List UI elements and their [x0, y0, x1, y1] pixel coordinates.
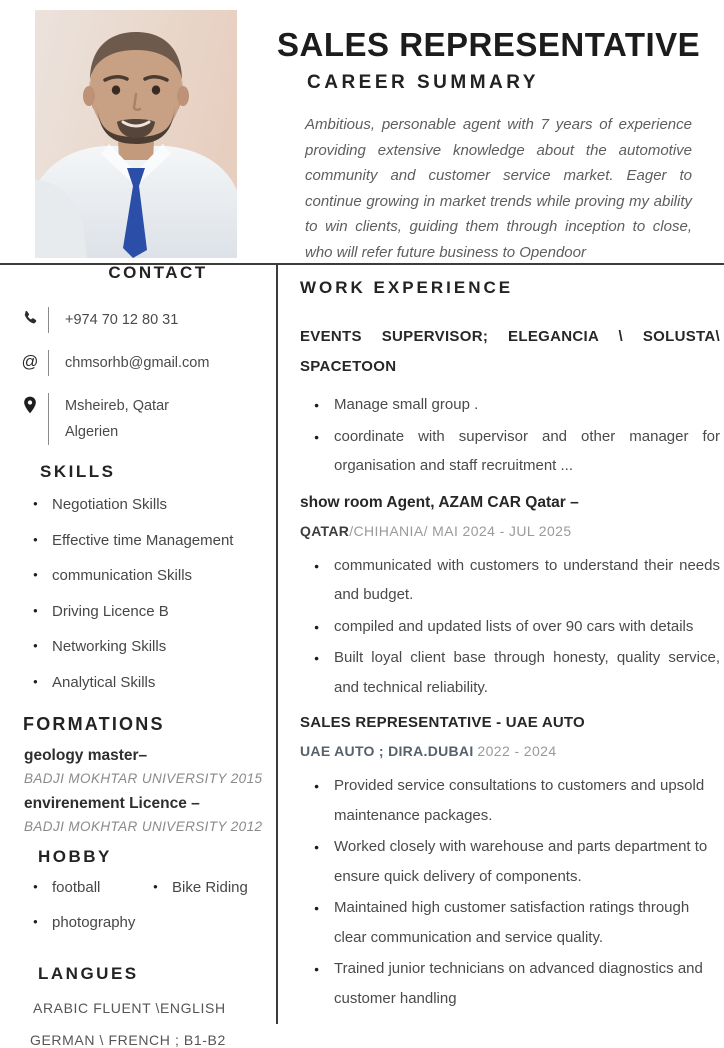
- career-summary-text: Ambitious, personable agent with 7 years of experience providing extensive knowledge about the automotive community and customer service market. Eager to continue growing in market trends while proving my ability to win clients, guiding them through inception to close, who will refer future business to Opendoor: [305, 116, 692, 261]
- formation-degree: envirenement Licence –: [24, 794, 200, 812]
- job-bullets: [300, 390, 720, 481]
- skill-item: ● Driving Licence B: [33, 603, 276, 620]
- hobby-column-2: [148, 879, 248, 950]
- langues-heading: LANGUES: [38, 963, 139, 983]
- formation-degree: geology master–: [24, 746, 148, 764]
- profile-photo: [35, 10, 237, 258]
- job-bullet: ● Worked closely with warehouse and parts department to ensure quick delivery of components.: [314, 832, 716, 891]
- contact-list: [20, 307, 276, 445]
- work-experience-section: [300, 278, 720, 1019]
- left-sidebar: [0, 263, 276, 1048]
- skill-item: ● Analytical Skills: [33, 674, 276, 691]
- contact-item-email: [20, 350, 276, 376]
- location-icon: [20, 394, 40, 416]
- contact-item-phone: [20, 307, 276, 333]
- career-summary-heading: CAREER SUMMARY: [307, 72, 539, 93]
- hobby-item: ● photography: [33, 914, 148, 931]
- hobby-item: ● Bike Riding: [153, 879, 248, 896]
- contact-location-line1: Msheireb, Qatar: [65, 398, 169, 414]
- hobby-column-1: [0, 879, 148, 950]
- job-meta-company: QATAR: [300, 522, 350, 539]
- phone-icon: [20, 308, 40, 330]
- job-bullet: ● Trained junior technicians on advanced diagnostics and customer handling: [314, 954, 716, 1013]
- job-bullet: ● Built loyal client base through honesty, quality service, and technical reliability.: [314, 643, 720, 702]
- job-bullet: ● communicated with customers to understand their needs and budget.: [314, 551, 720, 610]
- page-title: SALES REPRESENTATIVE: [277, 26, 701, 63]
- job-meta: [300, 739, 720, 763]
- skill-item: ● communication Skills: [33, 567, 276, 584]
- job-meta-company: UAE AUTO ; DIRA.DUBAI: [300, 743, 474, 759]
- contact-heading: CONTACT: [108, 263, 208, 282]
- skills-list: [0, 496, 276, 691]
- contact-phone-value: +974 70 12 80 31: [65, 312, 179, 328]
- job-bullets: [300, 551, 720, 703]
- job-meta: [300, 519, 720, 543]
- job-title: show room Agent, AZAM CAR Qatar –: [300, 493, 579, 511]
- hobby-list: [0, 879, 276, 950]
- skill-item: ● Effective time Management: [33, 532, 276, 549]
- portrait-illustration: [35, 10, 237, 258]
- vertical-divider: [276, 263, 278, 1024]
- svg-text:@: @: [21, 352, 39, 371]
- job-bullets: [300, 771, 720, 1013]
- hobby-item: ● football: [33, 879, 148, 896]
- formation-school: BADJI MOKHTAR UNIVERSITY 2012: [24, 818, 263, 834]
- hobby-heading: HOBBY: [38, 846, 112, 866]
- job-bullet: ● compiled and updated lists of over 90 cars with details: [314, 612, 720, 642]
- job-meta-dates: /CHIHANIA/ MAI 2024 - JUL 2025: [349, 522, 572, 539]
- skills-heading: SKILLS: [40, 462, 116, 481]
- contact-separator: [48, 350, 49, 376]
- formation-entry: [24, 747, 276, 834]
- contact-separator: [48, 393, 49, 445]
- job-title: SALES REPRESENTATIVE - UAE AUTO: [300, 714, 585, 731]
- langue-line: GERMAN \ FRENCH ; B1-B2: [30, 1031, 226, 1048]
- formations-heading: FORMATIONS: [23, 713, 165, 734]
- contact-item-location: [20, 393, 276, 445]
- at-icon: [20, 351, 40, 373]
- work-experience-heading: WORK EXPERIENCE: [300, 278, 514, 297]
- langue-line: ARABIC FLUENT \ENGLISH: [33, 999, 226, 1016]
- contact-location-value: [65, 393, 169, 445]
- job-bullet: ● Manage small group .: [314, 390, 720, 420]
- job-bullet: ● Maintained high customer satisfaction ratings through clear communication and service quality.: [314, 893, 716, 952]
- contact-separator: [48, 307, 49, 333]
- contact-location-line2: Algerien: [65, 424, 119, 440]
- formation-school: BADJI MOKHTAR UNIVERSITY 2015: [24, 770, 263, 786]
- job-title: EVENTS SUPERVISOR; ELEGANCIA \ SOLUSTA\ SPACETOON: [300, 328, 720, 375]
- job-meta-dates: 2022 - 2024: [477, 743, 557, 759]
- contact-email-value: chmsorhb@gmail.com: [65, 355, 210, 371]
- skill-item: ● Negotiation Skills: [33, 496, 276, 513]
- job-bullet: ● Provided service consultations to customers and upsold maintenance packages.: [314, 771, 716, 830]
- job-bullet: ● coordinate with supervisor and other manager for organisation and staff recruitment ...: [314, 422, 720, 481]
- skill-item: ● Networking Skills: [33, 638, 276, 655]
